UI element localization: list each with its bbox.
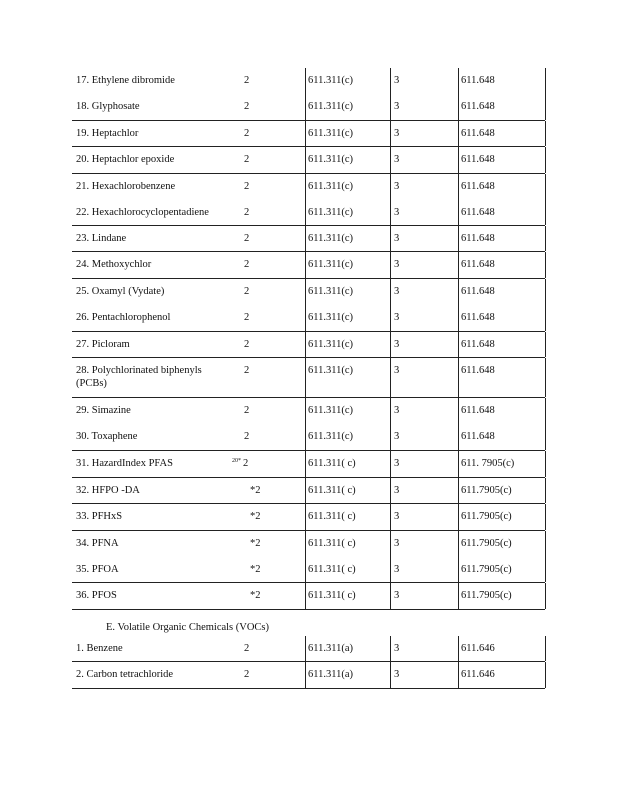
contaminant-name: 34. PFNA xyxy=(76,538,119,549)
rule-ref: 611.311( c) xyxy=(308,511,356,522)
rule-ref-cell xyxy=(308,451,388,477)
column-divider xyxy=(305,226,306,251)
section-ref: 611.7905(c) xyxy=(461,590,512,601)
frequency-value-cell xyxy=(394,451,434,477)
section-ref-cell xyxy=(461,121,541,146)
contaminant-name-cell xyxy=(76,279,242,331)
column-divider xyxy=(390,68,391,120)
level-value xyxy=(232,458,248,469)
contaminant-name-cell xyxy=(76,636,242,661)
column-divider xyxy=(458,636,459,661)
rule-ref: 611.311( c) xyxy=(308,564,356,575)
rule-ref: 611.311(c) xyxy=(308,101,353,112)
contaminant-name: 18. Glyphosate xyxy=(76,101,140,112)
column-divider xyxy=(390,504,391,530)
column-divider xyxy=(458,451,459,477)
section-ref: 611.7905(c) xyxy=(461,485,512,496)
contaminant-name: 21. Hexachlorobenzene xyxy=(76,181,176,192)
contaminant-name: 19. Heptachlor xyxy=(76,128,139,139)
section-ref: 611.7905(c) xyxy=(461,511,512,522)
contaminant-name-cell xyxy=(76,121,242,146)
section-ref: 611.648 xyxy=(461,339,495,350)
level-value: 2 xyxy=(244,312,250,323)
column-divider xyxy=(305,279,306,331)
level-value-cell xyxy=(244,279,292,331)
level-value: 2 xyxy=(244,207,250,218)
section-title-vocs: E. Volatile Organic Chemicals (VOCs) xyxy=(106,622,270,633)
section-ref: 611.648 xyxy=(461,207,495,218)
frequency-value-cell xyxy=(394,279,434,331)
section-ref-cell xyxy=(461,252,541,278)
column-divider xyxy=(390,662,391,688)
column-divider xyxy=(458,68,459,120)
level-text: 2 xyxy=(243,458,249,469)
column-divider xyxy=(545,531,546,582)
table-row xyxy=(72,252,545,279)
contaminant-name-cell xyxy=(76,662,242,688)
table-row xyxy=(72,583,545,610)
contaminant-name-cell xyxy=(76,398,242,450)
rule-ref: 611.311(c) xyxy=(308,312,353,323)
contaminant-name: 24. Methoxychlor xyxy=(76,259,152,270)
level-value-cell xyxy=(244,662,292,688)
frequency-value-cell xyxy=(394,68,434,120)
level-value: *2 xyxy=(250,590,261,601)
contaminant-name: 31. HazardIndex PFAS xyxy=(76,458,173,469)
contaminant-name-cell xyxy=(76,68,242,120)
table-row xyxy=(72,531,545,583)
frequency-value-cell xyxy=(394,398,434,450)
section-ref: 611.648 xyxy=(461,405,495,416)
frequency-value: 3 xyxy=(394,538,400,549)
column-divider xyxy=(390,398,391,450)
rule-ref: 611.311(a) xyxy=(308,669,353,680)
level-value: 2 xyxy=(244,669,250,680)
frequency-value: 3 xyxy=(394,643,400,654)
contaminant-name-cell xyxy=(76,252,242,278)
level-value: *2 xyxy=(250,564,261,575)
contaminant-name-cell xyxy=(76,583,242,609)
frequency-value-cell xyxy=(394,531,434,582)
frequency-value: 3 xyxy=(394,458,400,469)
level-value-cell xyxy=(244,583,292,609)
column-divider xyxy=(305,68,306,120)
rule-ref: 611.311(c) xyxy=(308,154,353,165)
frequency-value-cell xyxy=(394,147,434,173)
column-divider xyxy=(458,174,459,225)
frequency-value: 3 xyxy=(394,233,400,244)
level-value: 2 xyxy=(244,181,250,192)
contaminant-name: 26. Pentachlorophenol xyxy=(76,312,171,323)
level-value-cell xyxy=(244,636,292,661)
table-row xyxy=(72,451,545,478)
contaminant-name: 2. Carbon tetrachloride xyxy=(76,669,174,680)
column-divider xyxy=(545,332,546,357)
frequency-value: 3 xyxy=(394,564,400,575)
rule-ref-cell xyxy=(308,636,388,661)
frequency-value-cell xyxy=(394,121,434,146)
frequency-value: 3 xyxy=(394,590,400,601)
contaminant-name: 22. Hexachlorocyclopentadiene xyxy=(76,207,209,218)
frequency-value: 3 xyxy=(394,312,400,323)
column-divider xyxy=(305,662,306,688)
level-value-cell xyxy=(244,68,292,120)
contaminant-name: 32. HFPO -DA xyxy=(76,485,140,496)
frequency-value: 3 xyxy=(394,511,400,522)
level-value-cell xyxy=(244,531,292,582)
section-ref: 611.648 xyxy=(461,312,495,323)
table-row xyxy=(72,398,545,451)
column-divider xyxy=(458,121,459,146)
table-row xyxy=(72,478,545,504)
level-value-cell xyxy=(244,398,292,450)
contaminant-name-cell xyxy=(76,332,242,357)
rule-ref: 611.311(c) xyxy=(308,207,353,218)
column-divider xyxy=(545,279,546,331)
level-value: *2 xyxy=(250,538,261,549)
column-divider xyxy=(390,252,391,278)
frequency-value: 3 xyxy=(394,431,400,442)
section-ref-cell xyxy=(461,531,541,582)
section-ref: 611.648 xyxy=(461,233,495,244)
column-divider xyxy=(305,174,306,225)
level-value: 2 xyxy=(244,233,250,244)
rule-ref-cell xyxy=(308,147,388,173)
column-divider xyxy=(458,147,459,173)
column-divider xyxy=(305,398,306,450)
column-divider xyxy=(390,279,391,331)
rule-ref: 611.311(c) xyxy=(308,365,353,376)
rule-ref: 611.311( c) xyxy=(308,458,356,469)
section-ref: 611.7905(c) xyxy=(461,564,512,575)
contaminant-name-cell xyxy=(76,451,242,477)
frequency-value-cell xyxy=(394,504,434,530)
column-divider xyxy=(458,662,459,688)
contaminant-name: 28. Polychlorinated biphenyls xyxy=(76,365,202,376)
contaminant-name: 1. Benzene xyxy=(76,643,123,654)
contaminant-name: 36. PFOS xyxy=(76,590,117,601)
rule-ref-cell xyxy=(308,583,388,609)
level-value: 2 xyxy=(244,339,250,350)
column-divider xyxy=(458,504,459,530)
section-ref-cell xyxy=(461,451,541,477)
column-divider xyxy=(390,226,391,251)
section-ref: 611.648 xyxy=(461,259,495,270)
level-value: 2 xyxy=(244,259,250,270)
level-value-cell xyxy=(244,226,292,251)
column-divider xyxy=(390,147,391,173)
frequency-value-cell xyxy=(394,332,434,357)
frequency-value: 3 xyxy=(394,101,400,112)
section-ref: 611.648 xyxy=(461,431,495,442)
section-ref: 611.648 xyxy=(461,365,495,376)
column-divider xyxy=(545,451,546,477)
contaminant-name-cell xyxy=(76,531,242,582)
column-divider xyxy=(545,252,546,278)
section-ref: 611.7905(c) xyxy=(461,538,512,549)
column-divider xyxy=(545,147,546,173)
frequency-value: 3 xyxy=(394,485,400,496)
contaminant-name: 27. Picloram xyxy=(76,339,130,350)
section-ref-cell xyxy=(461,358,541,397)
level-value-cell xyxy=(244,252,292,278)
level-value: 2 xyxy=(244,431,250,442)
column-divider xyxy=(458,583,459,609)
level-value: 2 xyxy=(244,128,250,139)
rule-ref-cell xyxy=(308,504,388,530)
column-divider xyxy=(390,478,391,503)
level-value-cell xyxy=(244,358,292,397)
rule-ref-cell xyxy=(308,68,388,120)
section-ref: 611.646 xyxy=(461,643,495,654)
column-divider xyxy=(305,504,306,530)
contaminant-name: 33. PFHxS xyxy=(76,511,123,522)
contaminant-name: 25. Oxamyl (Vydate) xyxy=(76,286,165,297)
table-row xyxy=(72,68,545,121)
contaminant-name: (PCBs) xyxy=(76,378,107,389)
rule-ref: 611.311(c) xyxy=(308,75,353,86)
section-ref-cell xyxy=(461,478,541,503)
column-divider xyxy=(458,531,459,582)
rule-ref-cell xyxy=(308,174,388,225)
column-divider xyxy=(458,358,459,397)
column-divider xyxy=(305,636,306,661)
table-row xyxy=(72,662,545,689)
frequency-value: 3 xyxy=(394,207,400,218)
rule-ref: 611.311( c) xyxy=(308,485,356,496)
table-row xyxy=(72,147,545,174)
level-value-cell xyxy=(244,121,292,146)
level-value: 2 xyxy=(244,75,250,86)
contaminant-name-cell xyxy=(76,174,242,225)
rule-ref: 611.311(c) xyxy=(308,259,353,270)
rule-ref-cell xyxy=(308,478,388,503)
level-superscript: 20* xyxy=(232,458,241,464)
rule-ref-cell xyxy=(308,358,388,397)
rule-ref: 611.311(c) xyxy=(308,181,353,192)
level-value-cell xyxy=(244,478,292,503)
table-row xyxy=(72,636,545,662)
contaminant-name: 35. PFOA xyxy=(76,564,119,575)
level-value-cell xyxy=(244,147,292,173)
rule-ref-cell xyxy=(308,226,388,251)
rule-ref: 611.311(c) xyxy=(308,128,353,139)
contaminant-name-cell xyxy=(76,358,242,397)
contaminant-name: 20. Heptachlor epoxide xyxy=(76,154,175,165)
column-divider xyxy=(545,504,546,530)
rule-ref-cell xyxy=(308,662,388,688)
contaminant-name: 23. Lindane xyxy=(76,233,127,244)
rule-ref: 611.311( c) xyxy=(308,538,356,549)
column-divider xyxy=(458,398,459,450)
section-ref: 611.648 xyxy=(461,128,495,139)
section-ref-cell xyxy=(461,583,541,609)
column-divider xyxy=(390,531,391,582)
rule-ref: 611.311(c) xyxy=(308,339,353,350)
column-divider xyxy=(305,332,306,357)
rule-ref: 611.311(c) xyxy=(308,233,353,244)
column-divider xyxy=(305,478,306,503)
rule-ref-cell xyxy=(308,332,388,357)
frequency-value-cell xyxy=(394,252,434,278)
contaminant-name: 30. Toxaphene xyxy=(76,431,138,442)
frequency-value-cell xyxy=(394,583,434,609)
contaminant-name-cell xyxy=(76,504,242,530)
frequency-value: 3 xyxy=(394,259,400,270)
column-divider xyxy=(390,583,391,609)
table-row xyxy=(72,358,545,398)
table-row xyxy=(72,121,545,147)
column-divider xyxy=(545,358,546,397)
contaminant-name-cell xyxy=(76,478,242,503)
level-value: 2 xyxy=(244,154,250,165)
rule-ref: 611.311(c) xyxy=(308,431,353,442)
column-divider xyxy=(545,174,546,225)
rule-ref-cell xyxy=(308,121,388,146)
section-ref-cell xyxy=(461,226,541,251)
table-row xyxy=(72,279,545,332)
section-ref-cell xyxy=(461,504,541,530)
column-divider xyxy=(545,636,546,661)
rule-ref-cell xyxy=(308,252,388,278)
table-row xyxy=(72,226,545,252)
frequency-value-cell xyxy=(394,226,434,251)
column-divider xyxy=(390,358,391,397)
section-ref-cell xyxy=(461,332,541,357)
section-ref: 611.646 xyxy=(461,669,495,680)
frequency-value-cell xyxy=(394,174,434,225)
frequency-value: 3 xyxy=(394,286,400,297)
column-divider xyxy=(390,174,391,225)
column-divider xyxy=(458,252,459,278)
level-value: 2 xyxy=(244,643,250,654)
column-divider xyxy=(305,252,306,278)
column-divider xyxy=(305,358,306,397)
column-divider xyxy=(390,451,391,477)
contaminant-name-cell xyxy=(76,147,242,173)
frequency-value: 3 xyxy=(394,75,400,86)
section-ref-cell xyxy=(461,147,541,173)
voc-table xyxy=(72,636,545,689)
rule-ref-cell xyxy=(308,398,388,450)
column-divider xyxy=(305,451,306,477)
level-value: 2 xyxy=(244,365,250,376)
column-divider xyxy=(545,121,546,146)
column-divider xyxy=(545,398,546,450)
column-divider xyxy=(545,68,546,120)
frequency-value: 3 xyxy=(394,339,400,350)
level-value-cell xyxy=(244,332,292,357)
column-divider xyxy=(305,121,306,146)
table-row xyxy=(72,332,545,358)
contaminant-name: 17. Ethylene dibromide xyxy=(76,75,175,86)
column-divider xyxy=(390,121,391,146)
section-ref: 611.648 xyxy=(461,75,495,86)
contaminant-name: 29. Simazine xyxy=(76,405,131,416)
frequency-value: 3 xyxy=(394,669,400,680)
frequency-value-cell xyxy=(394,358,434,397)
rule-ref: 611.311(a) xyxy=(308,643,353,654)
level-value: 2 xyxy=(244,101,250,112)
level-value-cell xyxy=(244,174,292,225)
frequency-value: 3 xyxy=(394,154,400,165)
column-divider xyxy=(545,478,546,503)
frequency-value-cell xyxy=(394,636,434,661)
column-divider xyxy=(458,279,459,331)
frequency-value-cell xyxy=(394,478,434,503)
section-ref-cell xyxy=(461,636,541,661)
frequency-value: 3 xyxy=(394,365,400,376)
column-divider xyxy=(545,662,546,688)
level-value: 2 xyxy=(244,405,250,416)
section-ref-cell xyxy=(461,174,541,225)
section-ref-cell xyxy=(461,279,541,331)
frequency-value: 3 xyxy=(394,128,400,139)
frequency-value-cell xyxy=(394,662,434,688)
rule-ref: 611.311( c) xyxy=(308,590,356,601)
level-value-cell xyxy=(232,451,292,477)
rule-ref-cell xyxy=(308,279,388,331)
column-divider xyxy=(305,583,306,609)
frequency-value: 3 xyxy=(394,405,400,416)
section-ref: 611.648 xyxy=(461,286,495,297)
section-ref: 611.648 xyxy=(461,154,495,165)
section-ref: 611.648 xyxy=(461,101,495,112)
column-divider xyxy=(458,478,459,503)
rule-ref: 611.311(c) xyxy=(308,405,353,416)
rule-ref: 611.311(c) xyxy=(308,286,353,297)
level-value-cell xyxy=(244,504,292,530)
level-value: *2 xyxy=(250,485,261,496)
contaminant-name-cell xyxy=(76,226,242,251)
column-divider xyxy=(458,226,459,251)
section-ref-cell xyxy=(461,398,541,450)
column-divider xyxy=(545,583,546,609)
section-ref-cell xyxy=(461,662,541,688)
column-divider xyxy=(545,226,546,251)
column-divider xyxy=(305,531,306,582)
level-value: *2 xyxy=(250,511,261,522)
frequency-value: 3 xyxy=(394,181,400,192)
section-ref: 611.648 xyxy=(461,181,495,192)
table-row xyxy=(72,504,545,531)
column-divider xyxy=(458,332,459,357)
section-ref-cell xyxy=(461,68,541,120)
column-divider xyxy=(390,636,391,661)
contaminant-table xyxy=(72,68,545,610)
rule-ref-cell xyxy=(308,531,388,582)
level-value: 2 xyxy=(244,286,250,297)
section-ref: 611. 7905(c) xyxy=(461,458,515,469)
table-row xyxy=(72,174,545,226)
column-divider xyxy=(390,332,391,357)
column-divider xyxy=(305,147,306,173)
